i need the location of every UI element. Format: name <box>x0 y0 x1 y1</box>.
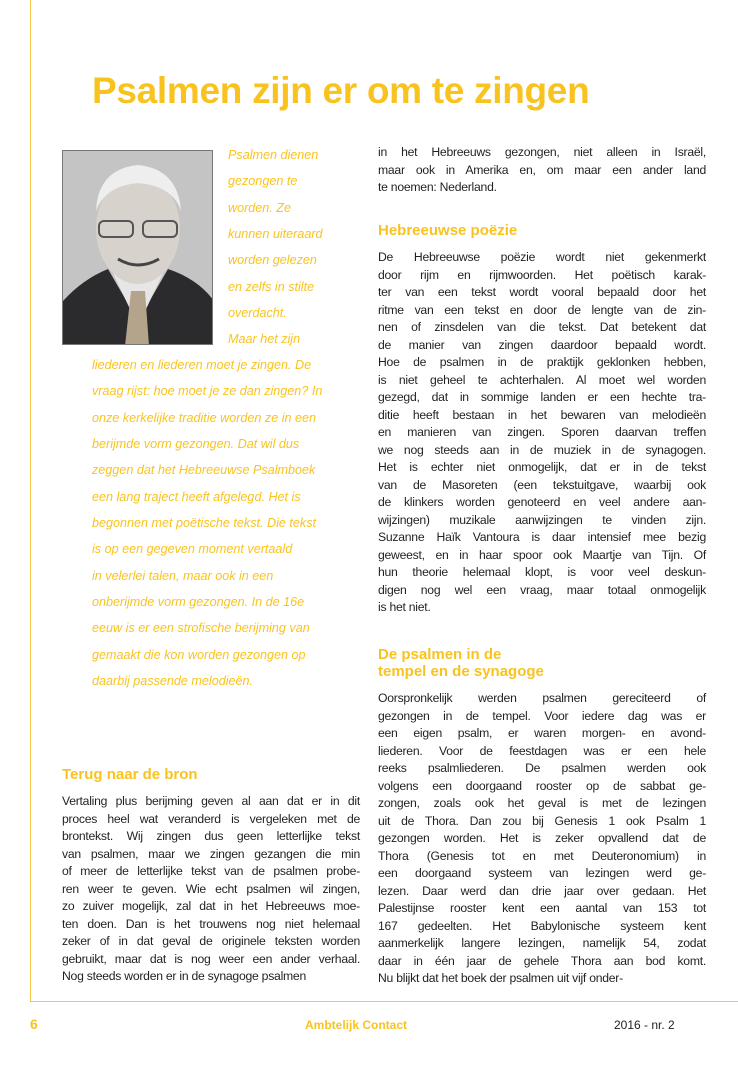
text-line: van psalmen, maar we zingen gezangen die min <box>62 846 360 861</box>
text-line: een eigen psalm, er waren morgen- en avond- <box>378 726 706 740</box>
text-line: wijzingen) muzikale aanwijzingen te vinden zijn. <box>378 512 706 527</box>
text-line: lezen. Daar werd dan drie jaar over gedaan. Het <box>378 883 706 898</box>
margin-rule-vertical <box>30 0 31 1001</box>
text-line: Nu blijkt dat het boek der psalmen uit vijf onder- <box>378 971 623 985</box>
text-line: ritme van een tekst en door de lengte van de zin- <box>378 302 706 317</box>
pull-quote-line: gemaakt die kon worden gezongen op <box>92 647 306 662</box>
text-line: ten doen. Dan is het trouwens nog niet helemaal <box>62 916 360 931</box>
text-line: Thora (Genesis tot en met Deuteronomium) in <box>378 848 706 863</box>
pull-quote-top <box>228 142 323 353</box>
text-line: van de Masoreten (een tekstuitgave, waarbij ook <box>378 477 706 492</box>
section-terug-naar-de-bron <box>62 766 360 986</box>
text-line: geweest, en in haar spoor ook Maartje van Tijn. Of <box>378 547 706 562</box>
pull-quote-bottom <box>92 352 322 694</box>
text-line: een doorgaand systeem van lezingen werd ge- <box>378 866 706 880</box>
pull-quote-line: liederen en liederen moet je zingen. De <box>92 358 312 372</box>
text-line: De Hebreeuwse poëzie wordt niet gekenmerkt <box>378 250 706 264</box>
text-line: Nog steeds worden er in de synagoge psalmen <box>62 969 306 983</box>
text-line: gebruikt, maar dat is nog weer een ander verhaal. <box>62 951 360 966</box>
text-line: ditie heeft bestaan in het bewaren van melodieën <box>378 407 706 422</box>
section-bron-continued <box>378 144 706 197</box>
page-title: Psalmen zijn er om te zingen <box>92 70 590 111</box>
text-line: is niet geheel te achterhalen. Al moet wel worden <box>378 372 706 387</box>
text-line: of meer de letterlijke tekst van de psalmen probe- <box>62 864 360 878</box>
text-line: 167 gedeelten. Het Babylonische systeem kent <box>378 918 706 933</box>
text-line: volgens een doorgaand rooster op de sabbat ge- <box>378 778 706 793</box>
text-line: daar in één jaar de gehele Thora aan bod komt. <box>378 953 706 968</box>
text-line: zo zuiver mogelijk, zal dat in het Hebreeuws moe- <box>62 899 360 913</box>
section-body <box>378 249 706 617</box>
text-line: zongen, zoals ook het geval is met de lezingen <box>378 796 706 810</box>
page-number: 6 <box>30 1016 38 1032</box>
text-line: is het niet. <box>378 600 431 614</box>
text-line: zeker of in dat geval de originele teksten worden <box>62 934 360 948</box>
pull-quote-line: in velerlei talen, maar ook in een <box>92 568 274 583</box>
pull-quote-line: onberijmde vorm gezongen. In de 16e <box>92 595 305 610</box>
text-line: Vertaling plus berijming geven al aan dat er in dit <box>62 794 360 808</box>
text-line: gezongen worden. Het is zeker opvallend dat de <box>378 831 706 845</box>
text-line: de manier van zingen daardoor bepaald wordt. <box>378 337 706 352</box>
pull-quote-line: worden. Ze <box>228 200 291 215</box>
text-line: Palestijnse rooster kent een aantal van 153 tot <box>378 901 706 915</box>
section-heading: Terug naar de bron <box>62 766 198 783</box>
text-line: ren weer te geven. Wie echt psalmen wil zingen, <box>62 881 360 896</box>
text-line: door rijm en rijmwoorden. Het poëtisch karak- <box>378 267 706 282</box>
pull-quote-line: zeggen dat het Hebreeuwse Psalmboek <box>92 463 316 478</box>
margin-rule-horizontal <box>30 1001 738 1002</box>
section-body <box>378 690 706 988</box>
text-line: aanmerkelijk langere lezingen, namelijk 54, zodat <box>378 936 706 950</box>
text-line: brontekst. Wij zingen dus geen letterlijke tekst <box>62 829 360 843</box>
text-line: hun theorie helemaal klopt, is voor veel deskun- <box>378 565 706 579</box>
text-line: we nog steeds aan in de muziek in de synagogen. <box>378 442 706 457</box>
text-line: proces heel wat veranderd is vergeleken met de <box>62 811 360 826</box>
pull-quote-line: worden gelezen <box>228 253 317 268</box>
pull-quote-line: begonnen met poëtische tekst. Die tekst <box>92 516 317 531</box>
text-line: maar ook in Amerika en, om maar een ander land <box>378 162 706 177</box>
pull-quote-line: kunnen uiteraard <box>228 227 323 242</box>
section-hebreeuwse-poezie <box>378 222 706 617</box>
text-line: gezongen in de tempel. Voor iedere dag was er <box>378 708 706 723</box>
pull-quote-line: gezongen te <box>228 174 298 189</box>
section-heading: Hebreeuwse poëzie <box>378 222 518 239</box>
issue-number: 2016 - nr. 2 <box>614 1018 675 1032</box>
text-line: reeks psalmliederen. De psalmen werden ook <box>378 761 706 775</box>
pull-quote-line: eeuw is er een strofische berijming van <box>92 621 310 636</box>
text-line: digen nog wel een vraag, maar totaal onmogelijk <box>378 582 706 597</box>
text-line: Suzanne Haïk Vantoura is daar intensief mee bezig <box>378 530 706 544</box>
text-line: ter van een tekst wordt vooral bepaald door het <box>378 285 706 299</box>
text-line: liederen. Voor de feestdagen was er een hele <box>378 743 706 758</box>
text-line: Oorspronkelijk werden psalmen gereciteerd of <box>378 691 706 705</box>
pull-quote-line: daarbij passende melodieën. <box>92 674 254 689</box>
pull-quote-line: vraag rijst: hoe moet je ze dan zingen? In <box>92 384 323 399</box>
text-line: Hoe de psalmen in de praktijk geklonken hebben, <box>378 355 706 369</box>
pull-quote-line: Psalmen dienen <box>228 148 319 162</box>
text-line: in het Hebreeuws gezongen, niet alleen in Israël, <box>378 145 706 159</box>
section-body <box>378 144 706 197</box>
section-heading-line: tempel en de synagoge <box>378 663 544 680</box>
pull-quote-line: Maar het zijn <box>228 332 301 347</box>
text-line: Het is echter niet onmogelijk, dat er in de tekst <box>378 460 706 474</box>
pull-quote-line: berijmde vorm gezongen. Dat wil dus <box>92 437 300 452</box>
section-body <box>62 793 360 986</box>
text-line: nen of zinsdelen van die tekst. Dat betekent dat <box>378 320 706 334</box>
section-heading-line: De psalmen in de <box>378 646 502 663</box>
text-line: en manieren van zingen. Sporen daarvan treffen <box>378 425 706 439</box>
pull-quote-line: een lang traject heeft afgelegd. Het is <box>92 489 301 504</box>
text-line: gezegd, dat in sommige landen er een hechte tra- <box>378 390 706 404</box>
author-portrait-photo <box>62 150 213 345</box>
text-line: de klinkers worden genoteerd en veel andere aan- <box>378 495 706 509</box>
magazine-name: Ambtelijk Contact <box>305 1018 408 1032</box>
text-line: te noemen: Nederland. <box>378 180 497 194</box>
section-tempel-en-synagoge <box>378 646 706 988</box>
pull-quote-line: overdacht. <box>228 306 287 321</box>
pull-quote-line: is op een gegeven moment vertaald <box>92 542 293 557</box>
pull-quote-line: en zelfs in stilte <box>228 279 315 294</box>
text-line: uit de Thora. Dan zou bij Genesis 1 ook Psalm 1 <box>378 813 706 828</box>
pull-quote-line: onze kerkelijke traditie worden ze in een <box>92 410 317 425</box>
